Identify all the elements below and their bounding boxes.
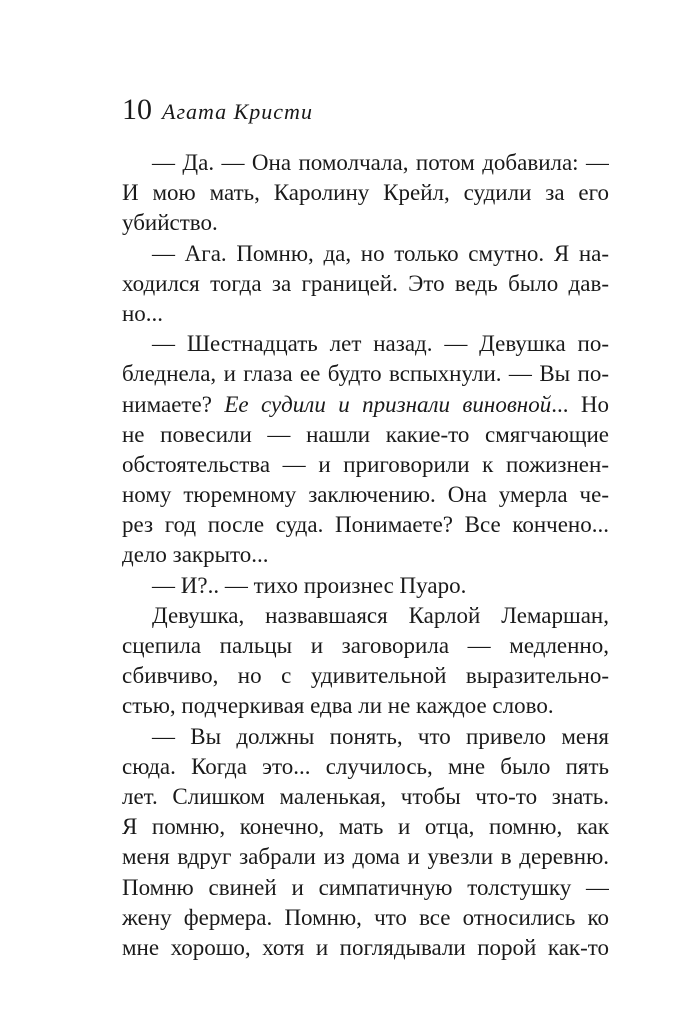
text-line: не повесили — нашли какие-то смягчающие: [122, 421, 609, 447]
text-line: — И?.. — тихо произнес Пуаро.: [152, 572, 467, 598]
text-line: — Ага. Помню, да, но только смутно. Я на-: [152, 240, 609, 266]
page-number: 10: [122, 93, 152, 126]
text-line: И мою мать, Каролину Крейл, судили за его: [122, 180, 609, 206]
text-line: мне хорошо, хотя и поглядывали порой как-то: [122, 934, 609, 960]
text-line: — Да. — Она помолчала, потом добавила: —: [152, 150, 609, 175]
italic-text-segment: Ее судили и признали виновной: [224, 391, 552, 417]
text-segment: ... Но: [551, 391, 609, 417]
text-line: жену фермера. Помню, что все относились ко: [122, 904, 609, 930]
text-line: обстоятельства — и приговорили к пожизнен-: [122, 451, 609, 477]
text-line: Я помню, конечно, мать и отца, помню, как: [122, 814, 609, 840]
text-segment: нимаете?: [122, 391, 225, 417]
text-line-with-italic: [122, 390, 609, 420]
text-line: стью, подчеркивая едва ли не каждое слово.: [122, 693, 554, 719]
text-line: но...: [122, 300, 164, 326]
book-author: Агата Кристи: [162, 99, 313, 124]
text-line: сбивчиво, но с удивительной выразительно-: [122, 663, 609, 689]
text-line: меня вдруг забрали из дома и увезли в деревню.: [122, 844, 609, 870]
text-line: рез год после суда. Понимаете? Все кончено...: [122, 512, 609, 538]
body-text: [122, 148, 609, 963]
running-head: [122, 90, 313, 130]
text-line: — Вы должны понять, что привело меня: [152, 723, 609, 749]
text-line: убийство.: [122, 210, 218, 236]
text-line: ходился тогда за границей. Это ведь было дав-: [122, 270, 609, 296]
text-line: ному тюремному заключению. Она умерла че-: [122, 482, 609, 508]
text-line: дело закрыто...: [122, 542, 269, 568]
text-line: сцепила пальцы и заговорила — медленно,: [122, 633, 609, 658]
text-line: Помню свиней и симпатичную толстушку —: [122, 874, 609, 900]
text-line: — Шестнадцать лет назад. — Девушка по-: [152, 331, 609, 357]
text-line: Девушка, назвавшаяся Карлой Лемаршан,: [152, 602, 609, 628]
text-line: сюда. Когда это... случилось, мне было пять: [122, 753, 609, 779]
text-line: бледнела, и глаза ее будто вспыхнули. — Вы по-: [122, 361, 609, 387]
text-line: лет. Слишком маленькая, чтобы что-то знать.: [122, 783, 609, 809]
